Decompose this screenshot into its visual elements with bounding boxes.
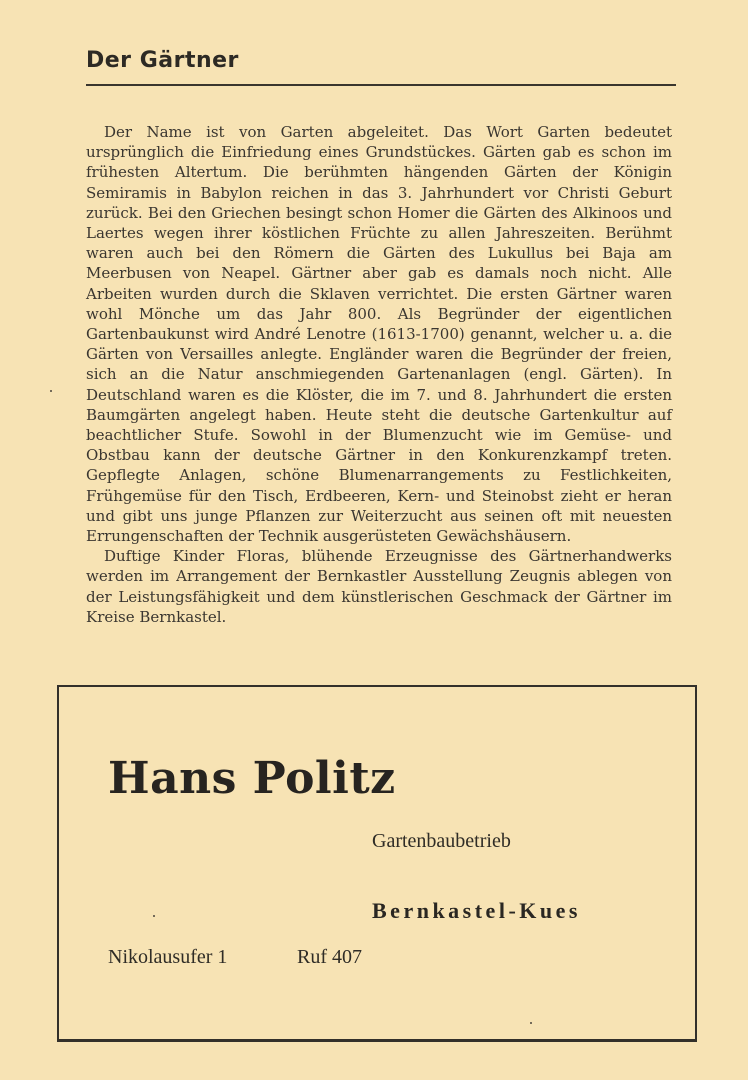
page-title: Der Gärtner xyxy=(86,48,239,73)
advertiser-city: Bernkastel-Kues xyxy=(372,898,581,923)
advertisement-box xyxy=(57,685,697,1042)
advertiser-phone: Ruf 407 xyxy=(297,946,362,968)
article-paragraph-2: Duftige Kinder Floras, blühende Erzeugnisse des Gärtnerhandwerks werden im Arrangement der Bernkastler Ausstellung Zeugnis ablegen von der Leistungsfähigkeit und dem künstlerischen Geschmack der Gärtner im Kreise Bernkastel. xyxy=(86,547,672,626)
paper-speck xyxy=(153,915,155,917)
article-paragraph-1: Der Name ist von Garten abgeleitet. Das Wort Garten bedeutet ursprünglich die Einfriedung eines Grundstückes. Gärten gab es schon im frühesten Altertum. Die berühmten hängenden Gärten der Königin Semiramis in Babylon reichen in das 3. Jahrhundert vor Christi Geburt zurück. Bei den Griechen besingt schon Homer die Gärten des Alkinoos und Laertes wegen ihrer köstlichen Früchte zu allen Jahreszeiten. Berühmt waren auch bei den Römern die Gärten des Lukullus bei Baja am Meerbusen von Neapel. Gärtner aber gab es damals noch nicht. Alle Arbeiten wurden durch die Sklaven verrichtet. Die ersten Gärtner waren wohl Mönche um das Jahr 800. Als Begründer der eigentlichen Gartenbaukunst wird André Lenotre (1613-1700) genannt, welcher u. a. die Gärten von Versailles anlegte. Engländer waren die Begründer der freien, sich an die Natur anschmiegenden Gartenanlagen (engl. Gärten). In Deutschland waren es die Klöster, die im 7. und 8. Jahrhundert die ersten Baumgärten angelegt haben. Heute steht die deutsche Gartenkultur auf beachtlicher Stufe. Sowohl in der Blumenzucht wie im Gemüse- und Obstbau kann der deutsche Gärtner in den Konkurenzkampf treten. Gepflegte Anlagen, schöne Blumenarrangements zu Festlichkeiten, Frühgemüse für den Tisch, Erdbeeren, Kern- und Steinobst zieht er heran und gibt uns junge Pflanzen zur Weiterzucht aus seinen oft mit neuesten Errungenschaften der Technik ausgerüsteten Gewächshäusern. xyxy=(86,123,672,546)
paper-speck xyxy=(530,1022,532,1024)
advertiser-name: Hans Politz xyxy=(108,753,396,804)
article-body xyxy=(86,122,672,627)
title-divider xyxy=(86,84,676,86)
paper-speck xyxy=(50,390,52,392)
advertiser-address: Nikolausufer 1 xyxy=(108,946,228,968)
advertiser-business-type: Gartenbaubetrieb xyxy=(372,830,511,852)
